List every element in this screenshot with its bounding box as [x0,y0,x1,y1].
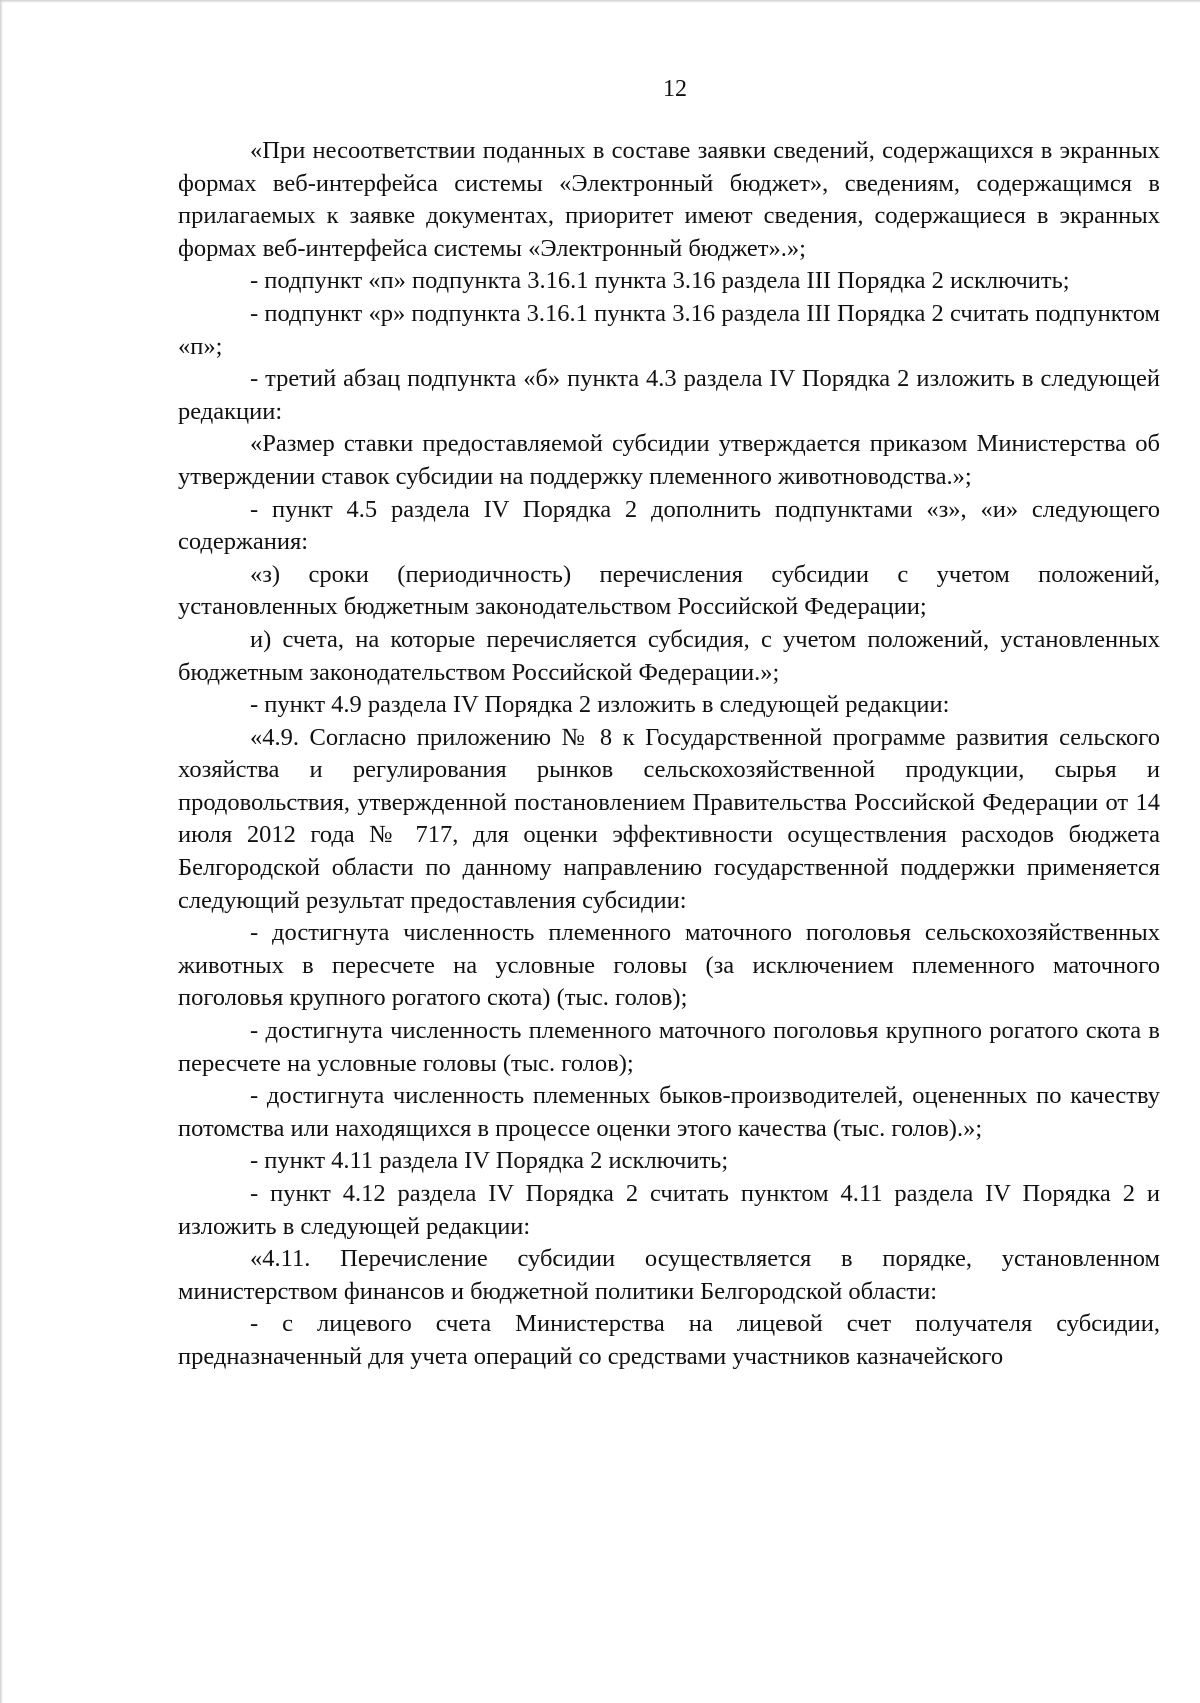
paragraph-point-4-11-exclude: - пункт 4.11 раздела IV Порядка 2 исключить; [250,1147,729,1175]
paragraph-quote-electronic-budget: «При несоответствии поданных в составе заявки сведений, содержащихся в экранных формах веб-интерфейса системы «Электронный бюджет», сведениям, содержащимся в прилагаемых к заявке документах, приоритет имеют сведения, содержащиеся в экранных формах веб-интерфейса системы «Электронный бюджет».»; [178,137,1160,262]
document-body [178,135,1160,1374]
paragraph-subpoint-i: и) счета, на которые перечисляется субсидия, с учетом положений, установленных бюджетным законодательством Российской Федерации.»; [178,625,1160,686]
paragraph-third-abzats-4-3: - третий абзац подпункта «б» пункта 4.3 раздела IV Порядка 2 изложить в следующей редакции: [178,365,1160,425]
scan-edge-left [0,0,3,1703]
paragraph-point-4-5-supplement: - пункт 4.5 раздела IV Порядка 2 дополнить подпунктами «з», «и» следующего содержания: [178,495,1160,556]
paragraph-subpoint-z: «з) сроки (периодичность) перечисления субсидии с учетом положений, установленных бюджетным законодательством Российской Федерации; [178,560,1160,621]
paragraph-result-livestock: - достигнута численность племенного маточного поголовья сельскохозяйственных животных в пересчете на условные головы (за исключением племенного маточного поголовья крупного рогатого скота) (тыс. голов); [178,919,1160,1012]
paragraph-result-cattle: - достигнута численность племенного маточного поголовья крупного рогатого скота в пересчете на условные головы (тыс. голов); [178,1017,1160,1077]
paragraph-quote-4-11: «4.11. Перечисление субсидии осуществляется в порядке, установленном министерством финансов и бюджетной политики Белгородской области: [178,1245,1160,1305]
paragraph-personal-account: - с лицевого счета Министерства на лицевой счет получателя субсидии, предназначенный для учета операций со средствами участников казначейского [178,1310,1160,1370]
paragraph-point-4-9-restate: - пункт 4.9 раздела IV Порядка 2 изложить в следующей редакции: [250,691,950,719]
paragraph-subpoint-p-exclude: - подпункт «п» подпункта 3.16.1 пункта 3.16 раздела III Порядка 2 исключить; [250,267,1070,295]
scan-edge-top [0,0,1200,3]
paragraph-quote-rate-size: «Размер ставки предоставляемой субсидии утверждается приказом Министерства об утверждении ставок субсидии на поддержку племенного животноводства.»; [178,430,1160,490]
paragraph-result-bulls: - достигнута численность племенных быков-производителей, оцененных по качеству потомства или находящихся в процессе оценки этого качества (тыс. голов).»; [178,1082,1160,1142]
paragraph-point-4-12-rename: - пункт 4.12 раздела IV Порядка 2 считать пунктом 4.11 раздела IV Порядка 2 и изложить в следующей редакции: [178,1180,1160,1240]
paragraph-quote-4-9: «4.9. Согласно приложению № 8 к Государственной программе развития сельского хозяйства и регулирования рынков сельскохозяйственной продукции, сырья и продовольствия, утвержденной постановлением Правительства Российской Федерации от 14 июля 2012 года № 717, для оценки эффективности осуществления расходов бюджета Белгородской области по данному направлению государственной поддержки применяется следующий результат предоставления субсидии: [178,723,1160,914]
paragraph-subpoint-r-rename: - подпункт «р» подпункта 3.16.1 пункта 3.16 раздела III Порядка 2 считать подпунктом «п»; [178,299,1160,360]
page-number: 12 [663,76,687,102]
